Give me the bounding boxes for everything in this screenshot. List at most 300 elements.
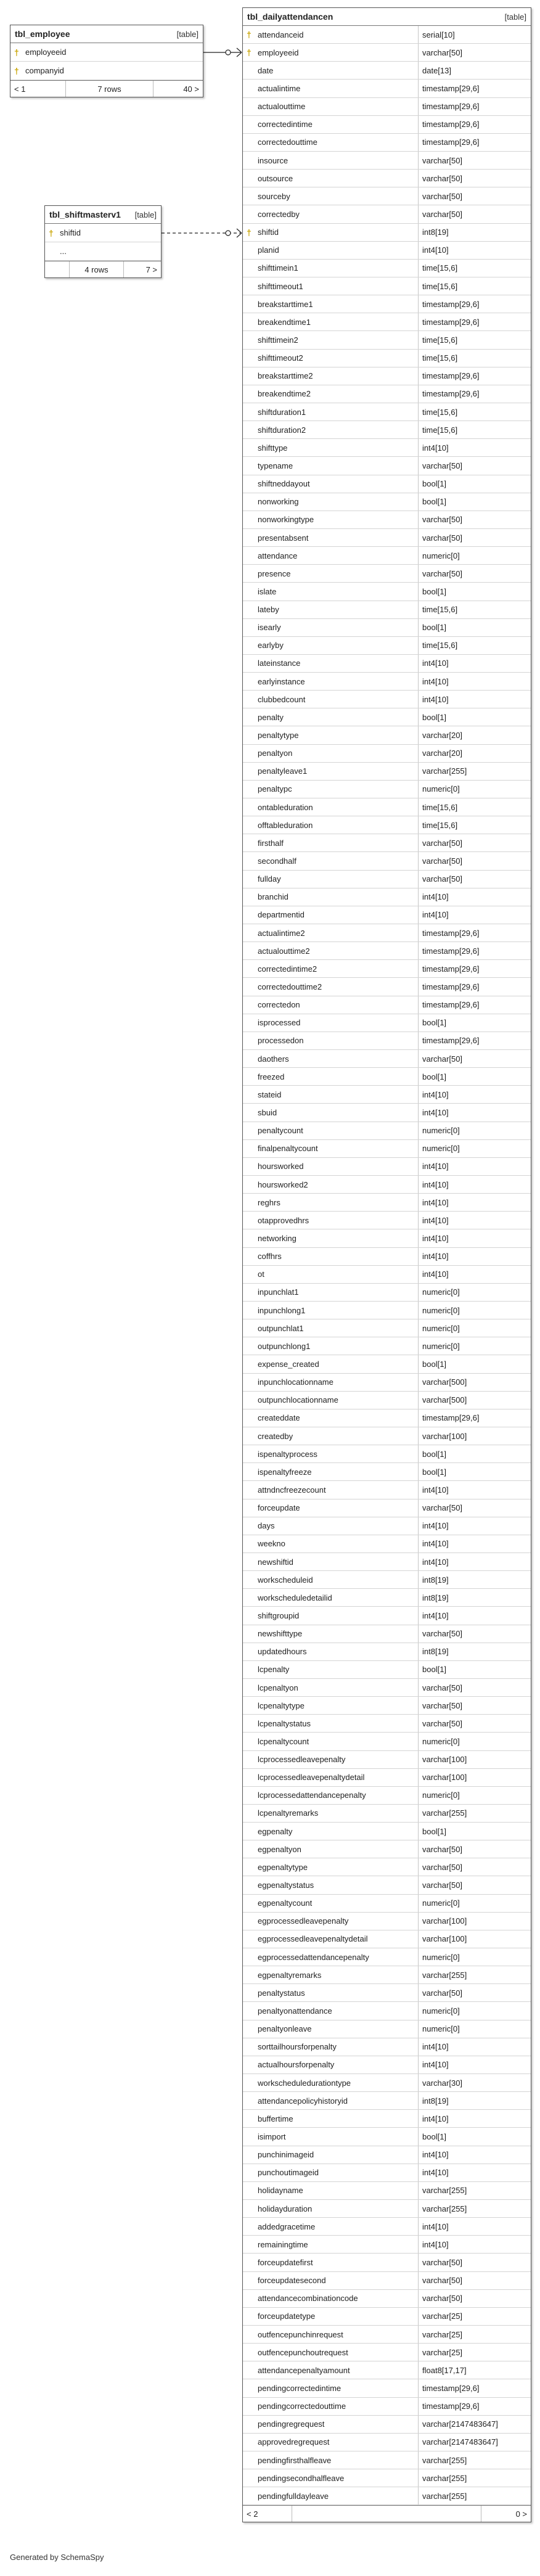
foreign-key-icon: †	[247, 227, 252, 237]
column-row[interactable]	[243, 2236, 531, 2254]
column-row[interactable]	[243, 655, 531, 673]
column-name-cell	[243, 924, 418, 941]
column-name: forceupdatefirst	[258, 2258, 313, 2267]
column-row[interactable]	[243, 1374, 531, 1392]
column-row[interactable]	[243, 2110, 531, 2128]
column-row[interactable]	[243, 2451, 531, 2469]
column-row[interactable]	[243, 2290, 531, 2308]
column-name-cell	[243, 242, 418, 259]
column-row[interactable]	[243, 2128, 531, 2146]
column-name: createdby	[258, 1431, 293, 1441]
column-type: varchar[50]	[418, 1625, 531, 1643]
column-name: shiftneddayout	[258, 479, 310, 489]
column-name-cell	[243, 1661, 418, 1678]
column-row[interactable]	[243, 277, 531, 295]
column-type: varchar[255]	[418, 2200, 531, 2217]
column-type: bool[1]	[418, 1445, 531, 1462]
column-name-cell	[243, 1625, 418, 1643]
column-row[interactable]	[243, 2416, 531, 2434]
column-row[interactable]	[243, 2002, 531, 2020]
column-name-cell	[243, 2326, 418, 2343]
column-row[interactable]	[243, 1212, 531, 1229]
column-name-cell	[243, 2146, 418, 2164]
column-type: int4[10]	[418, 2110, 531, 2127]
column-name-cell	[243, 1930, 418, 1948]
column-row[interactable]	[10, 62, 203, 80]
column-name: punchoutimageid	[258, 2168, 319, 2178]
column-row[interactable]	[243, 673, 531, 691]
column-name: egprocessedleavepenaltydetail	[258, 1934, 368, 1944]
column-name-cell	[243, 2379, 418, 2397]
column-name-cell	[243, 80, 418, 97]
row-count	[292, 2506, 481, 2522]
column-name-cell	[243, 1643, 418, 1660]
column-row[interactable]	[243, 242, 531, 260]
column-row[interactable]	[243, 745, 531, 763]
column-row[interactable]	[243, 1014, 531, 1032]
column-row[interactable]	[243, 385, 531, 403]
column-name-cell	[243, 277, 418, 295]
column-row[interactable]	[243, 1248, 531, 1266]
column-row[interactable]	[243, 1589, 531, 1607]
column-row[interactable]	[243, 1751, 531, 1769]
column-row[interactable]	[243, 1733, 531, 1750]
column-row[interactable]	[243, 763, 531, 781]
column-row[interactable]	[243, 1697, 531, 1715]
column-type: varchar[2147483647]	[418, 2416, 531, 2433]
column-name: actualintime	[258, 83, 301, 93]
column-row[interactable]	[243, 1805, 531, 1823]
column-row[interactable]	[243, 170, 531, 187]
column-name-cell	[243, 2218, 418, 2235]
column-name: penalty	[258, 712, 284, 722]
column-type: bool[1]	[418, 1355, 531, 1372]
next-link[interactable]: 7 >	[145, 265, 157, 274]
column-name: lcpenaltyon	[258, 1683, 298, 1692]
column-type: int8[19]	[418, 2092, 531, 2109]
column-row[interactable]	[243, 1481, 531, 1499]
table-name: tbl_employee	[15, 29, 70, 39]
column-name: punchinimageid	[258, 2150, 314, 2160]
column-row[interactable]	[243, 2326, 531, 2344]
column-name: penaltyleave1	[258, 766, 308, 776]
column-type: timestamp[29,6]	[418, 978, 531, 995]
column-row[interactable]	[243, 529, 531, 547]
column-name-cell	[10, 62, 203, 80]
column-row[interactable]	[243, 1517, 531, 1535]
column-row[interactable]	[243, 80, 531, 97]
column-type: varchar[50]	[418, 529, 531, 546]
column-type: int4[10]	[418, 2236, 531, 2253]
column-row[interactable]	[243, 781, 531, 798]
column-type: varchar[20]	[418, 726, 531, 744]
column-type: int4[10]	[418, 655, 531, 672]
column-row[interactable]	[243, 960, 531, 978]
column-name-cell	[243, 1355, 418, 1372]
column-type: timestamp[29,6]	[418, 367, 531, 385]
column-row[interactable]	[243, 871, 531, 888]
column-name-cell	[243, 1212, 418, 1229]
column-name: attendancecombinationcode	[258, 2294, 358, 2303]
column-row[interactable]	[243, 888, 531, 906]
column-row[interactable]	[243, 1930, 531, 1948]
column-type: bool[1]	[418, 1068, 531, 1085]
column-type: numeric[0]	[418, 2002, 531, 2019]
column-row[interactable]	[243, 1984, 531, 2002]
column-type: varchar[20]	[418, 745, 531, 762]
column-name: shifttype	[258, 443, 288, 453]
column-row[interactable]	[243, 2182, 531, 2200]
column-row[interactable]	[243, 1625, 531, 1643]
column-type: numeric[0]	[418, 2020, 531, 2038]
row-count: 4 rows	[70, 261, 124, 277]
column-name: forceupdatetype	[258, 2311, 316, 2321]
column-name: createddate	[258, 1413, 300, 1423]
column-name-cell	[45, 242, 161, 260]
column-row[interactable]	[243, 1966, 531, 1984]
foreign-key-icon: †	[14, 47, 19, 57]
column-row[interactable]	[45, 242, 161, 261]
column-name-cell	[243, 2236, 418, 2253]
column-name: firsthalf	[258, 838, 284, 848]
column-name-cell	[243, 871, 418, 888]
column-type: varchar[50]	[418, 457, 531, 474]
next-link[interactable]: 0 >	[515, 2509, 527, 2519]
column-row[interactable]	[243, 1284, 531, 1302]
column-row[interactable]	[243, 1176, 531, 1194]
column-row[interactable]	[243, 1571, 531, 1589]
column-name: lateby	[258, 605, 279, 615]
column-row[interactable]	[45, 224, 161, 242]
column-row[interactable]	[243, 2344, 531, 2361]
column-row[interactable]	[243, 187, 531, 205]
column-name: date	[258, 65, 274, 75]
column-row[interactable]	[243, 924, 531, 942]
column-row[interactable]	[243, 1427, 531, 1445]
table-dailyattendance[interactable]	[242, 7, 531, 2522]
column-row[interactable]	[243, 1858, 531, 1876]
column-row[interactable]	[243, 798, 531, 816]
column-row[interactable]	[243, 547, 531, 565]
column-type: int4[10]	[418, 1086, 531, 1103]
column-row[interactable]	[243, 1840, 531, 1858]
column-row[interactable]	[243, 116, 531, 134]
column-name: inpunchlat1	[258, 1287, 299, 1297]
column-name: attndncfreezecount	[258, 1485, 326, 1495]
column-row[interactable]	[243, 1787, 531, 1805]
column-row[interactable]	[243, 152, 531, 170]
column-row[interactable]	[243, 98, 531, 116]
column-name: addedgracetime	[258, 2221, 316, 2231]
column-name-cell	[243, 1787, 418, 1804]
column-name: otapprovedhrs	[258, 1215, 309, 1225]
column-row[interactable]	[243, 1140, 531, 1158]
column-row[interactable]	[243, 295, 531, 313]
column-row[interactable]	[243, 2434, 531, 2451]
column-name: penaltystatus	[258, 1988, 305, 1998]
column-row[interactable]	[243, 62, 531, 80]
column-name: breakstarttime2	[258, 371, 313, 381]
column-row[interactable]	[243, 1194, 531, 1212]
column-name-cell	[243, 834, 418, 851]
column-type: time[15,6]	[418, 403, 531, 420]
column-name-cell	[243, 367, 418, 385]
column-row[interactable]	[243, 2200, 531, 2218]
column-row[interactable]	[243, 44, 531, 62]
column-row[interactable]	[243, 1769, 531, 1787]
column-row[interactable]	[243, 1445, 531, 1463]
column-name-cell	[243, 1445, 418, 1462]
column-name-cell	[243, 313, 418, 330]
column-name: penaltyon	[258, 749, 293, 758]
column-row[interactable]	[243, 2254, 531, 2271]
prev-link[interactable]	[45, 261, 70, 277]
column-name-cell	[243, 457, 418, 474]
column-type: int4[10]	[418, 1229, 531, 1247]
column-row[interactable]	[243, 1679, 531, 1697]
column-name: nonworkingtype	[258, 515, 314, 525]
column-name: reghrs	[258, 1197, 280, 1207]
column-row[interactable]	[243, 1104, 531, 1122]
column-row[interactable]	[243, 224, 531, 242]
column-row[interactable]	[243, 511, 531, 529]
column-row[interactable]	[243, 1535, 531, 1553]
column-row[interactable]	[243, 367, 531, 385]
column-name-cell	[243, 1427, 418, 1445]
column-name-cell	[243, 2344, 418, 2361]
column-name: shiftduration1	[258, 407, 306, 417]
column-type: varchar[255]	[418, 2469, 531, 2487]
column-row[interactable]	[243, 619, 531, 637]
column-row[interactable]	[243, 2074, 531, 2092]
table-employee[interactable]	[10, 25, 203, 97]
column-name: forceupdate	[258, 1503, 300, 1513]
column-type: varchar[255]	[418, 2182, 531, 2199]
column-name-cell	[243, 1858, 418, 1876]
column-name: correctedon	[258, 1000, 300, 1010]
column-name-cell	[243, 673, 418, 690]
column-name: actualouttime	[258, 102, 306, 112]
column-row[interactable]	[243, 26, 531, 44]
column-row[interactable]	[243, 2164, 531, 2182]
column-row[interactable]	[243, 1229, 531, 1247]
column-name: typename	[258, 461, 293, 470]
table-shiftmaster[interactable]	[44, 205, 162, 278]
column-name: presence	[258, 568, 291, 578]
column-name: branchid	[258, 892, 288, 902]
column-row[interactable]	[10, 43, 203, 62]
column-row[interactable]	[243, 134, 531, 152]
column-row[interactable]	[243, 2308, 531, 2326]
column-row[interactable]	[243, 457, 531, 475]
column-row[interactable]	[243, 2469, 531, 2487]
column-name-cell	[243, 1876, 418, 1893]
column-row[interactable]	[243, 1086, 531, 1104]
prev-link[interactable]: < 1	[10, 81, 66, 97]
column-row[interactable]	[243, 601, 531, 619]
column-row[interactable]	[243, 1032, 531, 1050]
column-row[interactable]	[243, 1661, 531, 1679]
column-row[interactable]	[243, 313, 531, 331]
column-type: numeric[0]	[418, 1787, 531, 1804]
column-name: actualhoursforpenalty	[258, 2060, 335, 2070]
column-row[interactable]	[243, 1913, 531, 1930]
column-name: ispenaltyfreeze	[258, 1467, 312, 1477]
column-row[interactable]	[243, 2487, 531, 2505]
column-name: fullday	[258, 874, 281, 884]
column-type: timestamp[29,6]	[418, 98, 531, 115]
column-row[interactable]	[243, 350, 531, 367]
column-name: penaltyonleave	[258, 2024, 312, 2034]
column-type: bool[1]	[418, 1014, 531, 1032]
column-name-cell	[243, 26, 418, 43]
column-row[interactable]	[243, 942, 531, 960]
column-row[interactable]	[243, 2379, 531, 2397]
column-row[interactable]	[243, 421, 531, 439]
column-type: int4[10]	[418, 2056, 531, 2074]
column-row[interactable]	[243, 1823, 531, 1840]
column-type: varchar[50]	[418, 1499, 531, 1517]
column-type: int4[10]	[418, 2218, 531, 2235]
column-row[interactable]	[243, 2218, 531, 2236]
column-name: penaltytype	[258, 731, 299, 740]
column-name: breakendtime1	[258, 317, 311, 327]
column-name-cell	[243, 1014, 418, 1032]
column-row[interactable]	[243, 1068, 531, 1086]
column-row[interactable]	[243, 1715, 531, 1733]
column-row[interactable]	[243, 1158, 531, 1176]
primary-key-icon: †	[49, 228, 54, 238]
column-row[interactable]	[243, 852, 531, 870]
column-name: offtableduration	[258, 820, 313, 830]
column-row[interactable]	[243, 2272, 531, 2290]
column-type: int4[10]	[418, 1104, 531, 1121]
column-row[interactable]	[243, 1319, 531, 1337]
column-name-cell	[243, 2487, 418, 2504]
column-type: varchar[500]	[418, 1374, 531, 1391]
column-row[interactable]	[243, 726, 531, 744]
column-row[interactable]	[243, 708, 531, 726]
column-name-cell	[243, 2200, 418, 2217]
column-name: shiftduration2	[258, 425, 306, 435]
column-type: bool[1]	[418, 1823, 531, 1840]
column-row[interactable]	[243, 978, 531, 996]
column-name-cell	[243, 2110, 418, 2127]
column-row[interactable]	[243, 1607, 531, 1625]
next-link[interactable]: 40 >	[183, 84, 199, 94]
column-name-cell	[243, 1751, 418, 1768]
column-name-cell	[243, 529, 418, 546]
column-row[interactable]	[243, 1643, 531, 1661]
column-row[interactable]	[243, 439, 531, 457]
column-row[interactable]	[243, 2361, 531, 2379]
column-name: egpenalty	[258, 1826, 293, 1836]
column-row[interactable]	[243, 475, 531, 493]
column-row[interactable]	[243, 834, 531, 852]
column-row[interactable]	[243, 2146, 531, 2164]
column-row[interactable]	[243, 816, 531, 834]
prev-link[interactable]: < 2	[243, 2506, 292, 2522]
column-name-cell	[243, 1392, 418, 1409]
column-type: varchar[50]	[418, 1876, 531, 1893]
column-row[interactable]	[243, 906, 531, 924]
column-row[interactable]	[243, 1355, 531, 1373]
column-row[interactable]	[243, 403, 531, 421]
column-row[interactable]	[243, 1122, 531, 1140]
column-row[interactable]	[243, 2056, 531, 2074]
column-name-cell	[243, 2056, 418, 2074]
column-row[interactable]	[243, 637, 531, 655]
primary-key-icon: †	[247, 30, 252, 40]
column-row[interactable]	[243, 1392, 531, 1409]
column-name-cell	[243, 2416, 418, 2433]
column-row[interactable]	[243, 2092, 531, 2110]
column-name-cell	[243, 1697, 418, 1714]
column-row[interactable]	[243, 260, 531, 277]
column-row[interactable]	[243, 1463, 531, 1481]
table-footer	[10, 80, 203, 97]
column-row[interactable]	[243, 1409, 531, 1427]
column-row[interactable]	[243, 493, 531, 511]
column-row[interactable]	[243, 2020, 531, 2038]
column-row[interactable]	[243, 1050, 531, 1068]
column-row[interactable]	[243, 1302, 531, 1319]
column-row[interactable]	[243, 2398, 531, 2416]
column-name-cell	[243, 1607, 418, 1624]
column-type: int4[10]	[418, 1194, 531, 1211]
generated-by-footer: Generated by SchemaSpy	[10, 2553, 104, 2562]
column-type: bool[1]	[418, 708, 531, 726]
column-row[interactable]	[243, 691, 531, 708]
column-row[interactable]	[243, 1948, 531, 1966]
column-name-cell	[243, 1535, 418, 1553]
column-row[interactable]	[243, 1895, 531, 1913]
column-name: stateid	[258, 1089, 282, 1099]
column-row[interactable]	[243, 1876, 531, 1894]
column-name: newshifttype	[258, 1629, 303, 1639]
column-row[interactable]	[243, 2038, 531, 2056]
column-name: holidayname	[258, 2186, 303, 2196]
table-name: tbl_dailyattendancen	[247, 12, 333, 22]
column-type: time[15,6]	[418, 816, 531, 834]
column-name: updatedhours	[258, 1647, 307, 1657]
column-row[interactable]	[243, 1499, 531, 1517]
column-row[interactable]	[243, 1553, 531, 1571]
column-type: timestamp[29,6]	[418, 116, 531, 133]
table-type-badge: [table]	[176, 29, 198, 39]
column-row[interactable]	[243, 996, 531, 1014]
column-name: sbuid	[258, 1108, 277, 1117]
column-name-cell	[243, 1284, 418, 1301]
column-name: lcprocessedattendancepenalty	[258, 1790, 366, 1800]
column-row[interactable]	[243, 331, 531, 349]
table-footer	[243, 2505, 531, 2522]
column-type: numeric[0]	[418, 1302, 531, 1319]
column-type: int4[10]	[418, 2146, 531, 2164]
column-row[interactable]	[243, 1337, 531, 1355]
column-row[interactable]	[243, 1266, 531, 1284]
column-row[interactable]	[243, 565, 531, 583]
column-name: earlyinstance	[258, 676, 305, 686]
column-row[interactable]	[243, 205, 531, 223]
column-name: outpunchlat1	[258, 1323, 304, 1333]
column-type: varchar[50]	[418, 2290, 531, 2307]
column-name: breakendtime2	[258, 389, 311, 399]
column-row[interactable]	[243, 583, 531, 601]
column-name-cell	[243, 187, 418, 205]
column-type: varchar[50]	[418, 1050, 531, 1067]
column-name: lateinstance	[258, 658, 301, 668]
